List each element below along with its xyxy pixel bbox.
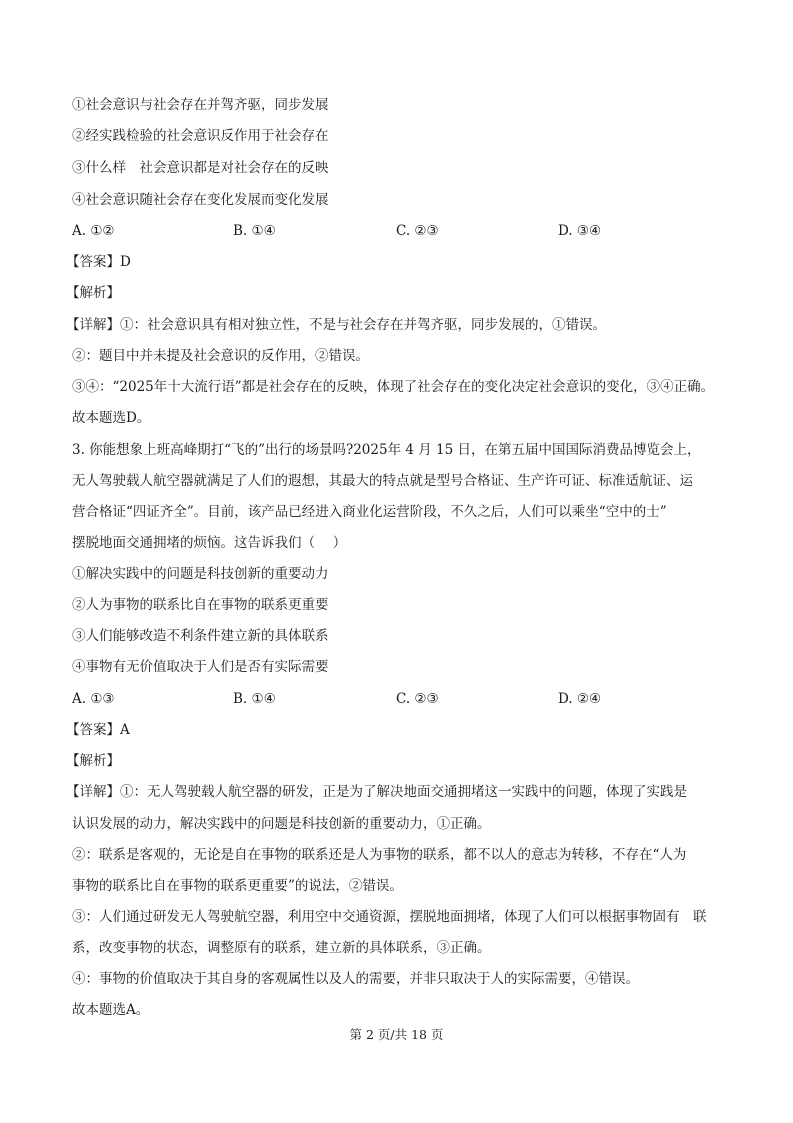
q3-statement-4: ④事物有无价值取决于人们是否有实际需要: [72, 659, 329, 675]
q3-statement-3: ③人们能够改造不利条件建立新的具体联系: [72, 628, 329, 644]
q3-option-b: B. ①④: [233, 691, 276, 707]
q3-statement-2: ②人为事物的联系比自在事物的联系更重要: [72, 597, 329, 613]
q3-stem-line-3: 营合格证“四证齐全”。目前，该产品已经进入商业化运营阶段，不久之后，人们可以乘坐“空中的士”: [72, 504, 667, 520]
q2-statement-3: ③什么样 社会意识都是对社会存在的反映: [72, 160, 329, 176]
page-number-footer: 第 2 页/共 18 页: [349, 1027, 444, 1042]
q2-statement-4: ④社会意识随社会存在变化发展而变化发展: [72, 192, 329, 208]
q2-analysis-label: 【解析】: [66, 285, 120, 301]
q3-stem-line-2: 无人驾驶载人航空器就满足了人们的遐想，其最大的特点就是型号合格证、生产许可证、标准适航证、运: [72, 473, 693, 489]
q2-option-c: C. ②③: [396, 223, 439, 239]
q2-detail-3: ③④：“2025年十大流行语”都是社会存在的反映，体现了社会存在的变化决定社会意识的变化，③④正确。: [72, 379, 715, 395]
q3-stem-line-4: 摆脱地面交通拥堵的烦恼。这告诉我们（ ）: [72, 535, 347, 551]
q2-statement-1: ①社会意识与社会存在并驾齐驱，同步发展: [72, 97, 329, 113]
q2-answer: 【答案】D: [66, 254, 131, 270]
q3-detail-1a: 【详解】①：无人驾驶载人航空器的研发，正是为了解决地面交通拥堵这一实践中的问题，体现了实践是: [66, 784, 687, 800]
q2-conclusion: 故本题选D。: [72, 410, 151, 426]
q3-answer: 【答案】A: [66, 722, 130, 738]
q3-detail-1b: 认识发展的动力，解决实践中的问题是科技创新的重要动力，①正确。: [72, 816, 491, 832]
q2-option-d: D. ③④: [558, 223, 602, 239]
q2-options: [72, 222, 732, 240]
q3-detail-4: ④：事物的价值取决于其自身的客观属性以及人的需要，并非只取决于人的实际需要，④错误。: [72, 971, 639, 987]
q3-detail-3a: ③：人们通过研发无人驾驶航空器，利用空中交通资源，摆脱地面拥堵，体现了人们可以根据事物固有 联: [72, 909, 707, 925]
q2-statement-2: ②经实践检验的社会意识反作用于社会存在: [72, 128, 329, 144]
q2-detail-1: 【详解】①：社会意识具有相对独立性，不是与社会存在并驾齐驱，同步发展的，①错误。: [66, 317, 606, 333]
q3-detail-2b: 事物的联系比自在事物的联系更重要”的说法，②错误。: [72, 878, 403, 894]
q3-analysis-label: 【解析】: [66, 753, 120, 769]
q3-option-a: A. ①③: [72, 691, 115, 707]
q3-detail-3b: 系，改变事物的状态，调整原有的联系，建立新的具体联系，③正确。: [72, 940, 491, 956]
q2-option-a: A. ①②: [72, 223, 115, 239]
q3-options: [72, 690, 732, 708]
q2-option-b: B. ①④: [233, 223, 276, 239]
q3-statement-1: ①解决实践中的问题是科技创新的重要动力: [72, 566, 329, 582]
q3-conclusion: 故本题选A。: [72, 1002, 150, 1018]
q3-detail-2a: ②：联系是客观的，无论是自在事物的联系还是人为事物的联系，都不以人的意志为转移，不存在“人为: [72, 847, 687, 863]
q2-detail-2: ②：题目中并未提及社会意识的反作用，②错误。: [72, 348, 369, 364]
q3-stem-line-1: 3. 你能想象上班高峰期打“飞的”出行的场景吗?2025年 4 月 15 日，在第五届中国国际消费品博览会上，: [72, 442, 701, 458]
q3-option-d: D. ②④: [558, 691, 602, 707]
q3-option-c: C. ②③: [396, 691, 439, 707]
